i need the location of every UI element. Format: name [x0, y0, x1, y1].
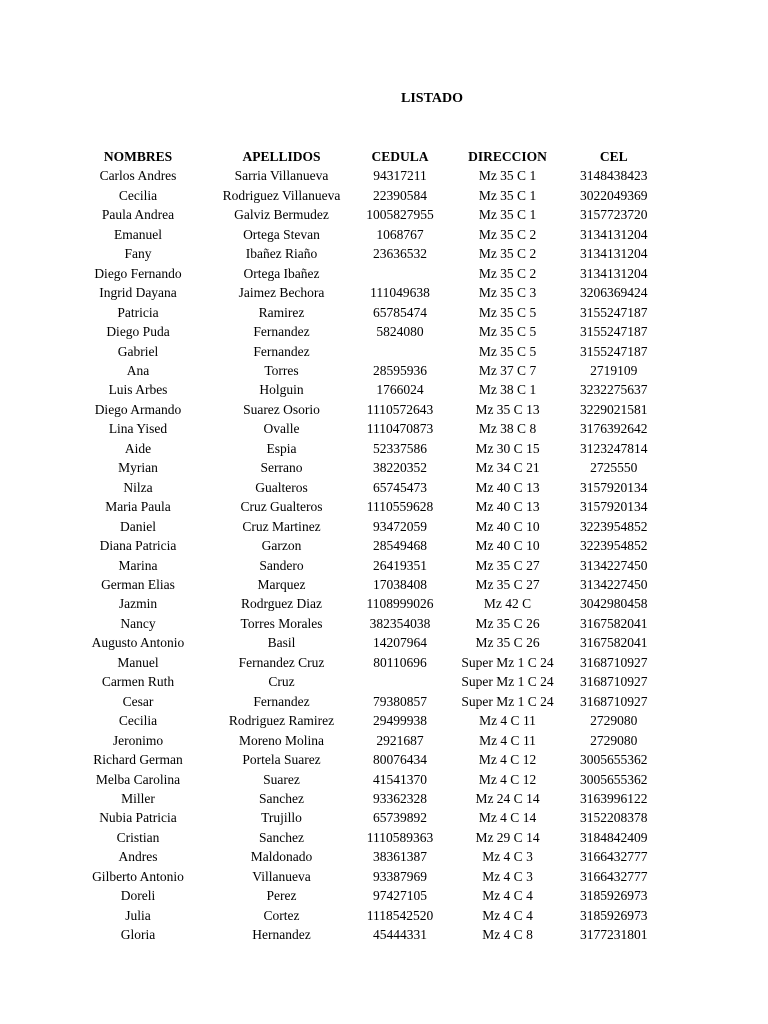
table-row	[78, 225, 648, 244]
cell-nombres: Diego Fernando	[94, 265, 182, 281]
header-cedula: CEDULA	[371, 149, 429, 164]
cell-cedula: 26419351	[373, 557, 427, 573]
header-nombres: NOMBRES	[103, 149, 173, 164]
cell-cedula: 1110470873	[366, 421, 434, 437]
table-row	[78, 711, 648, 730]
cell-cedula: 79380857	[373, 693, 427, 709]
cell-cedula: 1068767	[376, 226, 424, 242]
cell-nombres: Carlos Andres	[99, 168, 177, 184]
cell-nombres: Jeronimo	[112, 732, 164, 748]
cell-nombres: Marina	[118, 557, 158, 573]
cell-nombres: Andres	[118, 849, 158, 865]
cell-direccion: Mz 38 C 8	[478, 421, 537, 437]
cell-direccion: Mz 35 C 1	[478, 187, 537, 203]
cell-cel: 3005655362	[580, 752, 648, 768]
cell-nombres: Manuel	[117, 654, 159, 670]
table-row	[78, 497, 648, 516]
cell-apellidos: Fernandez Cruz	[238, 654, 325, 670]
cell-nombres: Cecilia	[118, 187, 158, 203]
table-row	[78, 906, 648, 925]
cell-apellidos: Sarria Villanueva	[234, 168, 329, 184]
cell-nombres: Diego Puda	[106, 324, 170, 340]
cell-cedula: 29499938	[373, 713, 427, 729]
cell-apellidos: Fernandez	[253, 324, 310, 340]
cell-cel: 3185926973	[580, 907, 648, 923]
table-row	[78, 186, 648, 205]
cell-apellidos: Ibañez Riaño	[245, 246, 318, 262]
cell-apellidos: Fernandez	[253, 693, 310, 709]
header-direccion: DIRECCION	[468, 149, 547, 164]
cell-cedula: 1766024	[376, 382, 424, 398]
cell-cel: 2729080	[590, 732, 638, 748]
table-row	[78, 264, 648, 283]
table-row	[78, 867, 648, 886]
cell-cel: 2729080	[590, 713, 638, 729]
cell-apellidos: Sandero	[259, 557, 304, 573]
cell-direccion: Mz 40 C 13	[475, 479, 540, 495]
cell-nombres: Miller	[121, 790, 155, 806]
cell-cel: 3157723720	[580, 207, 648, 223]
cell-nombres: Gloria	[120, 927, 156, 943]
table-row	[78, 808, 648, 827]
cell-cel: 3167582041	[580, 615, 648, 631]
cell-cedula: 23636532	[373, 246, 427, 262]
cell-apellidos: Torres	[264, 362, 299, 378]
cell-nombres: Maria Paula	[105, 499, 171, 515]
cell-direccion: Mz 35 C 27	[475, 576, 540, 592]
cell-apellidos: Ortega Ibañez	[243, 265, 320, 281]
table-body	[78, 166, 648, 944]
cell-apellidos: Cruz Martinez	[242, 518, 321, 534]
cell-direccion: Mz 4 C 11	[479, 713, 536, 729]
cell-nombres: Cecilia	[118, 713, 158, 729]
cell-apellidos: Ortega Stevan	[243, 226, 320, 242]
table-row	[78, 750, 648, 769]
cell-direccion: Mz 35 C 5	[478, 324, 537, 340]
cell-cel: 3166432777	[580, 849, 648, 865]
cell-nombres: Cristian	[116, 829, 160, 845]
cell-apellidos: Basil	[267, 635, 296, 651]
cell-cedula: 93387969	[373, 868, 427, 884]
cell-apellidos: Marquez	[257, 576, 306, 592]
table-row	[78, 361, 648, 380]
cell-cel: 3157920134	[580, 499, 648, 515]
cell-cel: 3134131204	[580, 246, 648, 262]
cell-direccion: Mz 40 C 10	[475, 538, 540, 554]
cell-cedula: 65785474	[373, 304, 427, 320]
cell-direccion: Mz 30 C 15	[475, 440, 540, 456]
cell-cedula: 52337586	[373, 440, 427, 456]
cell-apellidos: Maldonado	[250, 849, 313, 865]
cell-nombres: Luis Arbes	[108, 382, 168, 398]
cell-apellidos: Moreno Molina	[238, 732, 325, 748]
cell-cedula: 1110572643	[366, 401, 434, 417]
cell-direccion: Mz 24 C 14	[475, 790, 540, 806]
table-row	[78, 594, 648, 613]
cell-nombres: Aide	[124, 440, 152, 456]
table-row	[78, 731, 648, 750]
cell-cel: 3155247187	[580, 343, 648, 359]
table-row	[78, 886, 648, 905]
cell-direccion: Super Mz 1 C 24	[461, 693, 554, 709]
cell-apellidos: Holguin	[259, 382, 304, 398]
cell-cedula: 97427105	[373, 888, 427, 904]
cell-direccion: Mz 35 C 3	[478, 285, 537, 301]
cell-nombres: German Elias	[101, 576, 175, 592]
cell-apellidos: Jaimez Bechora	[238, 285, 325, 301]
cell-apellidos: Rodrguez Diaz	[240, 596, 323, 612]
cell-cedula	[365, 264, 435, 283]
cell-cedula: 93362328	[373, 790, 427, 806]
table-row	[78, 419, 648, 438]
cell-cel: 3157920134	[580, 479, 648, 495]
cell-cedula: 2921687	[376, 732, 424, 748]
cell-direccion: Mz 4 C 12	[478, 771, 537, 787]
cell-nombres: Patricia	[117, 304, 159, 320]
cell-direccion: Mz 37 C 7	[478, 362, 537, 378]
table-row	[78, 633, 648, 652]
table-row	[78, 847, 648, 866]
cell-cedula: 17038408	[373, 576, 427, 592]
cell-cel: 3232275637	[580, 382, 648, 398]
cell-nombres: Gilberto Antonio	[92, 868, 184, 884]
cell-nombres: Cesar	[122, 693, 154, 709]
cell-nombres: Lina Yised	[108, 421, 168, 437]
cell-cel: 3152208378	[580, 810, 648, 826]
cell-cel: 3005655362	[580, 771, 648, 787]
cell-cel: 3155247187	[580, 304, 648, 320]
cell-nombres: Julia	[125, 907, 151, 923]
cell-cedula	[365, 672, 435, 691]
cell-cedula: 93472059	[373, 518, 427, 534]
cell-cel: 3184842409	[580, 829, 648, 845]
cell-apellidos: Portela Suarez	[242, 752, 321, 768]
cell-apellidos: Trujillo	[261, 810, 302, 826]
cell-direccion: Mz 38 C 1	[478, 382, 537, 398]
cell-nombres: Nilza	[123, 479, 153, 495]
table-row	[78, 517, 648, 536]
cell-nombres: Ana	[126, 362, 150, 378]
table-row	[78, 692, 648, 711]
cell-cel: 3166432777	[580, 868, 648, 884]
cell-cedula: 1005827955	[366, 207, 434, 223]
table-row	[78, 322, 648, 341]
cell-apellidos: Fernandez	[253, 343, 310, 359]
table-row	[78, 380, 648, 399]
cell-direccion: Mz 4 C 3	[482, 849, 533, 865]
cell-direccion: Mz 29 C 14	[475, 829, 540, 845]
cell-apellidos: Ovalle	[263, 421, 300, 437]
cell-cel: 3223954852	[580, 518, 648, 534]
cell-direccion: Mz 35 C 26	[475, 635, 540, 651]
cell-cel: 3168710927	[580, 674, 648, 690]
cell-cel: 3176392642	[580, 421, 648, 437]
cell-apellidos: Ramirez	[258, 304, 305, 320]
cell-cedula: 38220352	[373, 460, 427, 476]
cell-nombres: Nubia Patricia	[99, 810, 177, 826]
cell-apellidos: Suarez	[263, 771, 300, 787]
cell-direccion: Mz 4 C 4	[482, 907, 533, 923]
cell-direccion: Mz 35 C 5	[478, 304, 537, 320]
cell-cedula: 45444331	[373, 927, 427, 943]
cell-direccion: Super Mz 1 C 24	[461, 674, 554, 690]
cell-apellidos: Suarez Osorio	[243, 401, 320, 417]
cell-direccion: Mz 35 C 2	[478, 246, 537, 262]
cell-apellidos: Cruz	[268, 674, 295, 690]
cell-cedula: 382354038	[369, 615, 431, 631]
cell-cedula: 38361387	[373, 849, 427, 865]
cell-nombres: Ingrid Dayana	[99, 285, 177, 301]
cell-cel: 3223954852	[580, 538, 648, 554]
cell-nombres: Melba Carolina	[95, 771, 181, 787]
cell-apellidos: Perez	[266, 888, 297, 904]
table-row	[78, 556, 648, 575]
cell-cel: 3167582041	[580, 635, 648, 651]
cell-cedula: 111049638	[370, 285, 430, 301]
cell-apellidos: Serrano	[260, 460, 303, 476]
cell-direccion: Mz 4 C 11	[479, 732, 536, 748]
table-row	[78, 536, 648, 555]
cell-apellidos: Sanchez	[259, 829, 304, 845]
cell-cedula: 28549468	[373, 538, 427, 554]
table-row	[78, 166, 648, 185]
cell-cedula: 94317211	[373, 168, 427, 184]
cell-direccion: Mz 4 C 12	[478, 752, 537, 768]
cell-nombres: Richard German	[93, 752, 183, 768]
table-row	[78, 925, 648, 944]
cell-cel: 3148438423	[580, 168, 648, 184]
cell-cel: 2725550	[590, 460, 638, 476]
cell-cedula: 22390584	[373, 187, 427, 203]
cell-apellidos: Espia	[266, 440, 297, 456]
cell-direccion: Mz 35 C 13	[475, 401, 540, 417]
cell-direccion: Mz 35 C 5	[478, 343, 537, 359]
table-row	[78, 283, 648, 302]
cell-cel: 3123247814	[580, 440, 648, 456]
table-row	[78, 828, 648, 847]
table-row	[78, 614, 648, 633]
cell-nombres: Augusto Antonio	[91, 635, 185, 651]
cell-direccion: Mz 35 C 2	[478, 265, 537, 281]
cell-cedula: 14207964	[373, 635, 427, 651]
cell-direccion: Mz 40 C 13	[475, 499, 540, 515]
table-row	[78, 244, 648, 263]
table-row	[78, 205, 648, 224]
cell-cedula: 41541370	[373, 771, 427, 787]
contact-table	[78, 147, 648, 945]
cell-cel: 3022049369	[580, 187, 648, 203]
cell-direccion: Mz 4 C 8	[482, 927, 533, 943]
cell-cedula	[365, 342, 435, 361]
table-row	[78, 400, 648, 419]
cell-nombres: Diego Armando	[94, 401, 182, 417]
cell-direccion: Mz 35 C 27	[475, 557, 540, 573]
cell-nombres: Daniel	[120, 518, 156, 534]
cell-direccion: Mz 35 C 1	[478, 168, 537, 184]
header-row	[78, 147, 648, 166]
table-row	[78, 575, 648, 594]
cell-apellidos: Gualteros	[255, 479, 308, 495]
cell-apellidos: Rodriguez Ramirez	[228, 713, 335, 729]
cell-cel: 3168710927	[580, 654, 648, 670]
cell-apellidos: Cruz Gualteros	[240, 499, 323, 515]
cell-nombres: Myrian	[118, 460, 158, 476]
table-row	[78, 770, 648, 789]
cell-cedula: 1110559628	[366, 499, 434, 515]
cell-cel: 3185926973	[580, 888, 648, 904]
cell-nombres: Emanuel	[114, 226, 162, 242]
table-row	[78, 653, 648, 672]
cell-cel: 3134131204	[580, 226, 648, 242]
cell-apellidos: Garzon	[261, 538, 302, 554]
cell-nombres: Jazmin	[118, 596, 158, 612]
cell-nombres: Nancy	[120, 615, 156, 631]
page-title: LISTADO	[401, 91, 463, 106]
cell-apellidos: Rodriguez Villanueva	[222, 187, 341, 203]
cell-cel: 2719109	[590, 362, 638, 378]
cell-direccion: Mz 34 C 21	[475, 460, 540, 476]
cell-cel: 3155247187	[580, 324, 648, 340]
cell-cedula: 1118542520	[366, 907, 434, 923]
table-row	[78, 342, 648, 361]
cell-cel: 3042980458	[580, 596, 648, 612]
cell-cedula: 1110589363	[366, 829, 434, 845]
cell-apellidos: Torres Morales	[240, 615, 323, 631]
header-apellidos: APELLIDOS	[242, 149, 321, 164]
cell-cel: 3168710927	[580, 693, 648, 709]
cell-cedula: 28595936	[373, 362, 427, 378]
cell-nombres: Paula Andrea	[101, 207, 175, 223]
cell-cel: 3229021581	[580, 401, 648, 417]
cell-cedula: 65739892	[373, 810, 427, 826]
cell-cedula: 80110696	[373, 654, 427, 670]
cell-apellidos: Hernandez	[252, 927, 311, 943]
cell-direccion: Mz 35 C 2	[478, 226, 537, 242]
cell-cel: 3206369424	[580, 285, 648, 301]
cell-apellidos: Galviz Bermudez	[234, 207, 329, 223]
table-row	[78, 303, 648, 322]
cell-cedula: 65745473	[373, 479, 427, 495]
table-row	[78, 672, 648, 691]
cell-direccion: Mz 40 C 10	[475, 518, 540, 534]
cell-apellidos: Cortez	[263, 907, 300, 923]
cell-nombres: Fany	[124, 246, 152, 262]
table-row	[78, 458, 648, 477]
cell-cedula: 1108999026	[366, 596, 434, 612]
table-row	[78, 439, 648, 458]
cell-direccion: Mz 35 C 1	[478, 207, 537, 223]
cell-direccion: Mz 42 C	[483, 596, 532, 612]
cell-cel: 3134131204	[580, 265, 648, 281]
table-header	[78, 147, 648, 166]
cell-direccion: Mz 35 C 26	[475, 615, 540, 631]
cell-cel: 3163996122	[580, 790, 648, 806]
cell-cel: 3134227450	[580, 557, 648, 573]
table-row	[78, 478, 648, 497]
cell-direccion: Mz 4 C 14	[478, 810, 537, 826]
cell-nombres: Carmen Ruth	[101, 674, 175, 690]
cell-direccion: Mz 4 C 3	[482, 868, 533, 884]
header-cel: CEL	[599, 149, 628, 164]
cell-cedula: 5824080	[376, 324, 424, 340]
cell-apellidos: Villanueva	[252, 868, 311, 884]
cell-cel: 3177231801	[580, 927, 648, 943]
cell-cel: 3134227450	[580, 576, 648, 592]
table-row	[78, 789, 648, 808]
cell-apellidos: Sanchez	[259, 790, 304, 806]
cell-direccion: Super Mz 1 C 24	[461, 654, 554, 670]
cell-nombres: Doreli	[120, 888, 156, 904]
cell-nombres: Diana Patricia	[99, 538, 177, 554]
cell-direccion: Mz 4 C 4	[482, 888, 533, 904]
cell-nombres: Gabriel	[117, 343, 159, 359]
cell-cedula: 80076434	[373, 752, 427, 768]
